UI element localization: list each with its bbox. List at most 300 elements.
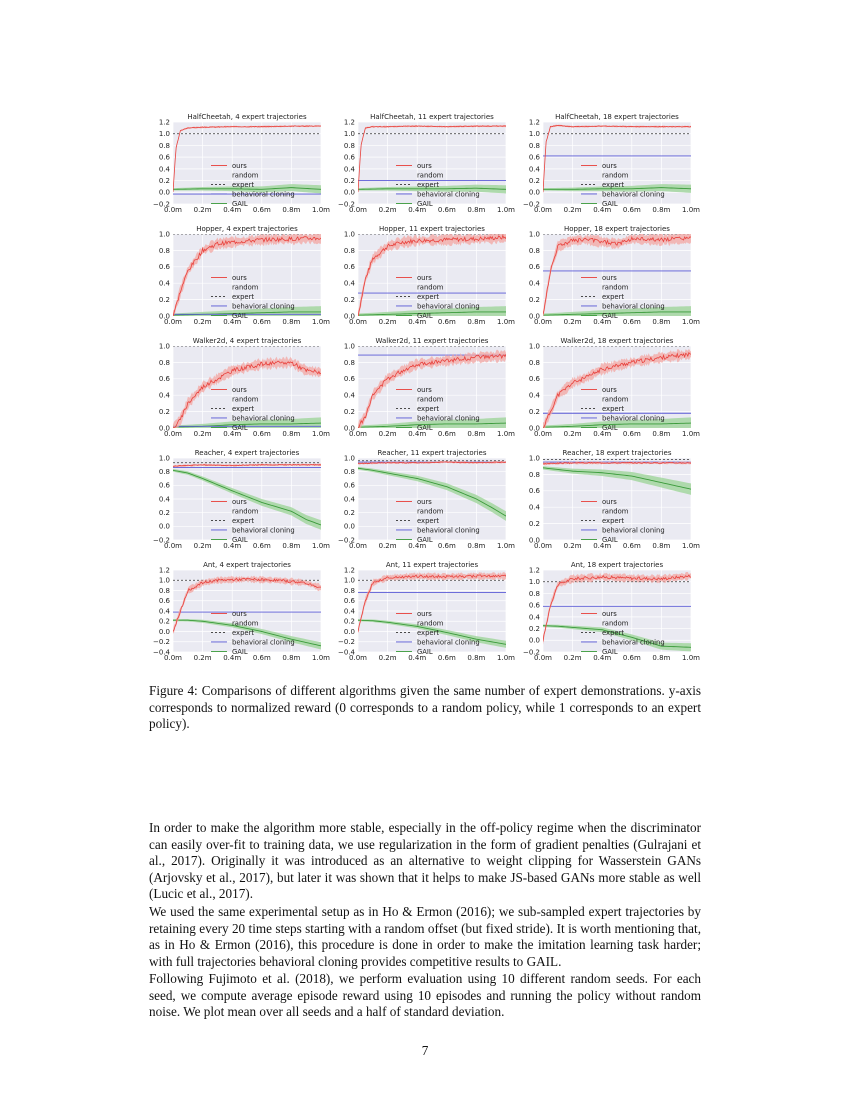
- legend-label: ours: [602, 161, 617, 170]
- y-tick-label: 0.0: [343, 424, 355, 433]
- x-tick-label: 1.0m: [312, 542, 330, 550]
- x-tick-label: 0.8m: [467, 542, 486, 550]
- y-tick-label: −0.2: [153, 638, 170, 647]
- y-tick-label: 0.8: [343, 358, 355, 367]
- legend-label: expert: [417, 628, 440, 637]
- x-tick-label: 1.0m: [497, 654, 515, 662]
- y-tick-label: 0.2: [158, 408, 170, 416]
- y-tick-label: 0.2: [528, 520, 540, 528]
- chart-panel: [338, 561, 515, 662]
- y-tick-label: 0.2: [343, 617, 355, 626]
- x-tick-label: 0.6m: [622, 430, 641, 438]
- x-tick-label: 0.0m: [349, 318, 367, 326]
- legend-label: GAIL: [232, 199, 248, 208]
- x-tick-label: 0.2m: [378, 318, 397, 326]
- x-tick-label: 0.0m: [534, 430, 552, 438]
- legend-label: GAIL: [232, 535, 248, 544]
- y-tick-label: 0.4: [158, 607, 170, 616]
- x-tick-label: 0.0m: [534, 542, 552, 550]
- chart-panel: [153, 113, 330, 214]
- legend-label: behavioral cloning: [232, 414, 295, 423]
- y-tick-label: 1.0: [343, 454, 355, 463]
- y-tick-label: 1.0: [158, 454, 170, 463]
- x-tick-label: 0.6m: [437, 542, 456, 550]
- chart-panel: [529, 337, 700, 438]
- legend-label: ours: [232, 497, 247, 506]
- x-tick-label: 1.0m: [682, 430, 700, 438]
- x-tick-label: 1.0m: [312, 206, 330, 214]
- y-tick-label: 1.0: [158, 230, 170, 239]
- legend-label: expert: [602, 292, 625, 301]
- x-tick-label: 0.6m: [252, 430, 271, 438]
- x-tick-label: 0.2m: [563, 542, 582, 550]
- y-tick-label: 0.6: [158, 375, 170, 384]
- chart-panel: [159, 337, 330, 438]
- x-tick-label: 0.0m: [349, 654, 367, 662]
- y-tick-label: 0.6: [343, 597, 355, 606]
- y-tick-label: 0.2: [158, 509, 170, 518]
- y-tick-label: 0.8: [158, 246, 170, 255]
- legend-label: GAIL: [417, 199, 433, 208]
- chart-panel: [529, 449, 700, 550]
- y-tick-label: 1.2: [158, 566, 170, 575]
- legend-label: random: [602, 283, 629, 292]
- y-tick-label: 0.6: [158, 263, 170, 272]
- legend-label: GAIL: [417, 647, 433, 656]
- y-tick-label: 0.8: [158, 468, 170, 477]
- y-tick-label: 0.2: [343, 408, 355, 416]
- y-tick-label: 0.4: [343, 391, 355, 400]
- chart-panel: [338, 113, 515, 214]
- y-tick-label: 0.4: [343, 607, 355, 616]
- x-tick-label: 0.4m: [593, 542, 612, 550]
- y-tick-label: 0.0: [158, 627, 170, 636]
- chart-title: Ant, 4 expert trajectories: [203, 561, 291, 569]
- y-tick-label: 0.6: [343, 153, 355, 162]
- legend-label: random: [602, 395, 629, 404]
- x-tick-label: 0.4m: [408, 206, 427, 214]
- x-tick-label: 1.0m: [682, 318, 700, 326]
- x-tick-label: 0.0m: [349, 430, 367, 438]
- x-tick-label: 0.8m: [467, 318, 486, 326]
- chart-panel: [153, 561, 330, 662]
- y-tick-label: 1.0: [158, 342, 170, 351]
- legend-label: expert: [602, 404, 625, 413]
- legend-label: random: [232, 171, 259, 180]
- chart-title: HalfCheetah, 18 expert trajectories: [555, 113, 679, 121]
- legend-label: behavioral cloning: [602, 302, 665, 311]
- y-tick-label: 0.0: [528, 312, 540, 321]
- y-tick-label: 0.4: [343, 279, 355, 288]
- x-tick-label: 1.0m: [312, 654, 330, 662]
- chart-title: Ant, 18 expert trajectories: [570, 561, 664, 569]
- legend-label: expert: [602, 516, 625, 525]
- x-tick-label: 0.6m: [252, 654, 271, 662]
- legend-label: expert: [232, 516, 255, 525]
- y-tick-label: 0.6: [158, 597, 170, 606]
- y-tick-label: −0.2: [338, 536, 355, 545]
- x-tick-label: 1.0m: [497, 430, 515, 438]
- y-tick-label: 1.0: [528, 578, 540, 587]
- y-tick-label: 0.6: [528, 263, 540, 272]
- legend-label: behavioral cloning: [417, 526, 480, 535]
- legend-label: behavioral cloning: [232, 526, 295, 535]
- chart-panel: [159, 225, 330, 326]
- y-tick-label: 1.0: [343, 230, 355, 239]
- legend-label: random: [417, 283, 444, 292]
- y-tick-label: 1.0: [343, 576, 355, 585]
- x-tick-label: 0.2m: [378, 206, 397, 214]
- chart-panel: [344, 225, 515, 326]
- x-tick-label: 1.0m: [312, 318, 330, 326]
- legend-label: random: [232, 507, 259, 516]
- y-tick-label: 0.2: [343, 509, 355, 518]
- y-tick-label: 1.2: [343, 118, 355, 127]
- legend-label: random: [417, 619, 444, 628]
- x-tick-label: 0.2m: [193, 206, 212, 214]
- x-tick-label: 0.0m: [164, 318, 182, 326]
- x-tick-label: 0.8m: [467, 654, 486, 662]
- y-tick-label: 0.6: [343, 481, 355, 490]
- legend-label: behavioral cloning: [232, 302, 295, 311]
- legend-label: expert: [232, 292, 255, 301]
- x-tick-label: 0.8m: [282, 542, 301, 550]
- x-tick-label: 0.6m: [622, 206, 641, 214]
- legend-label: behavioral cloning: [602, 526, 665, 535]
- figure-caption: Figure 4: Comparisons of different algorithms given the same number of expert demonstrations. y-axis corresponds to normalized reward (0 corresponds to a random policy, while 1 corresponds to an expert policy).: [149, 683, 701, 731]
- legend-label: ours: [602, 273, 617, 282]
- x-tick-label: 0.6m: [252, 206, 271, 214]
- legend-label: GAIL: [417, 423, 433, 432]
- legend-label: behavioral cloning: [417, 302, 480, 311]
- x-tick-label: 0.6m: [252, 318, 271, 326]
- y-tick-label: −0.2: [338, 638, 355, 647]
- y-tick-label: 0.8: [343, 468, 355, 477]
- y-tick-label: 0.0: [528, 636, 540, 645]
- legend-label: GAIL: [602, 535, 618, 544]
- legend-label: ours: [417, 497, 432, 506]
- chart-panel: [153, 449, 330, 550]
- y-tick-label: 0.8: [343, 246, 355, 255]
- x-tick-label: 0.6m: [622, 654, 641, 662]
- y-tick-label: 1.0: [158, 576, 170, 585]
- y-tick-label: 0.0: [158, 522, 170, 531]
- legend-label: random: [232, 619, 259, 628]
- legend-label: random: [232, 395, 259, 404]
- x-tick-label: 0.0m: [164, 430, 182, 438]
- legend-label: GAIL: [417, 535, 433, 544]
- x-tick-label: 0.2m: [563, 318, 582, 326]
- y-tick-label: 0.2: [528, 296, 540, 304]
- legend-label: expert: [417, 180, 440, 189]
- chart-title: HalfCheetah, 4 expert trajectories: [187, 113, 307, 121]
- x-tick-label: 0.8m: [652, 430, 671, 438]
- paragraph-evaluation: Following Fujimoto et al. (2018), we perform evaluation using 10 different random seeds. For each seed, we compute average episode reward using 10 episodes and running the policy without random noise. We plot mean over all seeds and a half of standard deviation.: [149, 971, 701, 1020]
- legend-label: behavioral cloning: [417, 190, 480, 199]
- chart-title: Hopper, 11 expert trajectories: [379, 225, 485, 233]
- y-tick-label: 0.2: [158, 617, 170, 626]
- y-tick-label: 0.2: [528, 176, 540, 185]
- legend-label: ours: [232, 273, 247, 282]
- y-tick-label: 1.0: [528, 342, 540, 351]
- y-tick-label: 0.2: [343, 296, 355, 304]
- y-tick-label: 0.8: [158, 586, 170, 595]
- legend-label: random: [602, 619, 629, 628]
- y-tick-label: 0.4: [343, 165, 355, 174]
- x-tick-label: 0.2m: [563, 206, 582, 214]
- legend-label: GAIL: [602, 423, 618, 432]
- legend-label: expert: [232, 180, 255, 189]
- legend-label: GAIL: [232, 423, 248, 432]
- x-tick-label: 0.6m: [437, 318, 456, 326]
- y-tick-label: 1.0: [528, 454, 540, 463]
- y-tick-label: 0.4: [528, 279, 540, 288]
- legend-label: ours: [602, 609, 617, 618]
- x-tick-label: 0.2m: [193, 430, 212, 438]
- y-tick-label: 0.0: [528, 424, 540, 433]
- chart-panel: [529, 225, 700, 326]
- legend-label: behavioral cloning: [417, 638, 480, 647]
- legend-label: ours: [232, 609, 247, 618]
- x-tick-label: 0.4m: [223, 318, 242, 326]
- chart-title: Reacher, 18 expert trajectories: [562, 449, 672, 457]
- x-tick-label: 0.8m: [282, 318, 301, 326]
- legend-label: GAIL: [232, 647, 248, 656]
- y-tick-label: −0.4: [338, 648, 355, 657]
- y-tick-label: 1.2: [343, 566, 355, 575]
- y-tick-label: 0.0: [158, 312, 170, 321]
- legend-label: GAIL: [602, 199, 618, 208]
- x-tick-label: 0.4m: [408, 430, 427, 438]
- y-tick-label: 0.4: [158, 279, 170, 288]
- y-tick-label: 0.2: [158, 296, 170, 304]
- y-tick-label: 0.6: [528, 153, 540, 162]
- x-tick-label: 0.8m: [467, 430, 486, 438]
- y-tick-label: 0.0: [528, 536, 540, 545]
- x-tick-label: 0.8m: [282, 430, 301, 438]
- y-tick-label: 0.4: [158, 165, 170, 174]
- y-tick-label: 0.0: [528, 188, 540, 197]
- x-tick-label: 0.6m: [437, 430, 456, 438]
- x-tick-label: 0.4m: [223, 654, 242, 662]
- x-tick-label: 0.0m: [534, 206, 552, 214]
- chart-panel: [523, 113, 700, 214]
- x-tick-label: 0.2m: [193, 542, 212, 550]
- legend-label: behavioral cloning: [232, 190, 295, 199]
- chart-title: Walker2d, 18 expert trajectories: [560, 337, 674, 345]
- legend-label: behavioral cloning: [602, 638, 665, 647]
- y-tick-label: 0.4: [528, 165, 540, 174]
- legend-label: ours: [232, 161, 247, 170]
- y-tick-label: 0.8: [528, 246, 540, 255]
- x-tick-label: 0.4m: [593, 206, 612, 214]
- chart-panel: [338, 449, 515, 550]
- x-tick-label: 0.2m: [193, 318, 212, 326]
- legend-label: random: [602, 171, 629, 180]
- y-tick-label: 0.8: [343, 586, 355, 595]
- x-tick-label: 0.0m: [164, 654, 182, 662]
- legend-label: behavioral cloning: [417, 414, 480, 423]
- x-tick-label: 0.4m: [223, 206, 242, 214]
- x-tick-label: 0.2m: [378, 430, 397, 438]
- x-tick-label: 0.2m: [563, 430, 582, 438]
- legend-label: random: [232, 283, 259, 292]
- chart-title: Reacher, 11 expert trajectories: [377, 449, 487, 457]
- legend-label: random: [417, 171, 444, 180]
- y-tick-label: 0.4: [528, 613, 540, 622]
- x-tick-label: 0.0m: [164, 542, 182, 550]
- y-tick-label: 0.2: [343, 176, 355, 185]
- x-tick-label: 1.0m: [682, 206, 700, 214]
- figure-svg: [140, 108, 710, 668]
- x-tick-label: 1.0m: [682, 654, 700, 662]
- y-tick-label: 0.4: [528, 503, 540, 512]
- x-tick-label: 0.8m: [282, 206, 301, 214]
- x-tick-label: 1.0m: [497, 318, 515, 326]
- y-tick-label: 1.2: [158, 118, 170, 127]
- legend-label: random: [417, 507, 444, 516]
- y-tick-label: 0.6: [343, 375, 355, 384]
- x-tick-label: 0.0m: [349, 542, 367, 550]
- y-tick-label: −0.2: [523, 648, 540, 657]
- legend-label: expert: [602, 628, 625, 637]
- x-tick-label: 1.0m: [497, 206, 515, 214]
- figure-grid: [140, 108, 710, 668]
- y-tick-label: 0.6: [343, 263, 355, 272]
- y-tick-label: 0.8: [528, 589, 540, 598]
- y-tick-label: −0.2: [338, 200, 355, 209]
- legend-label: expert: [417, 404, 440, 413]
- paragraph-regularization: In order to make the algorithm more stable, especially in the off-policy regime when the discriminator can easily over-fit to training data, we use regularization in the form of gradient penalties (Gulrajani et al., 2017). Originally it was introduced as an alternative to weight clipping for Wasserstein GANs (Arjovsky et al., 2017), but later it was shown that it helps to make JS-based GANs more stable as well (Lucic et al., 2017).: [149, 820, 701, 902]
- legend-label: ours: [602, 385, 617, 394]
- chart-title: Walker2d, 11 expert trajectories: [375, 337, 489, 345]
- y-tick-label: 1.0: [158, 130, 170, 139]
- y-tick-label: 1.0: [343, 342, 355, 351]
- x-tick-label: 0.6m: [252, 542, 271, 550]
- x-tick-label: 0.6m: [622, 318, 641, 326]
- y-tick-label: 0.8: [158, 358, 170, 367]
- y-tick-label: 0.0: [158, 424, 170, 433]
- x-tick-label: 0.2m: [378, 542, 397, 550]
- legend-label: expert: [232, 404, 255, 413]
- x-tick-label: 0.4m: [408, 318, 427, 326]
- paragraph-setup: We used the same experimental setup as in Ho & Ermon (2016); we sub-sampled expert trajectories by retaining every 20 time steps starting with a random offset (but fixed stride). It is worth mentioning that, as in Ho & Ermon (2016), this procedure is done in order to make the imitation learning task harder; with full trajectories behavioral cloning provides competitive results to GAIL.: [149, 904, 701, 969]
- y-tick-label: 1.0: [528, 130, 540, 139]
- x-tick-label: 0.2m: [378, 654, 397, 662]
- y-tick-label: 0.4: [343, 495, 355, 504]
- legend-label: GAIL: [602, 311, 618, 320]
- y-tick-label: 0.4: [158, 495, 170, 504]
- y-tick-label: 0.8: [528, 141, 540, 150]
- x-tick-label: 0.4m: [223, 542, 242, 550]
- y-tick-label: 0.0: [158, 188, 170, 197]
- y-tick-label: 1.2: [528, 118, 540, 127]
- legend-label: GAIL: [417, 311, 433, 320]
- legend-label: expert: [417, 516, 440, 525]
- x-tick-label: 0.0m: [164, 206, 182, 214]
- y-tick-label: 0.8: [528, 358, 540, 367]
- y-tick-label: 0.6: [528, 601, 540, 610]
- x-tick-label: 0.8m: [652, 206, 671, 214]
- x-tick-label: 0.8m: [282, 654, 301, 662]
- legend-label: behavioral cloning: [602, 414, 665, 423]
- y-tick-label: 0.2: [528, 408, 540, 416]
- y-tick-label: 0.6: [158, 153, 170, 162]
- legend-label: GAIL: [602, 647, 618, 656]
- legend-label: ours: [417, 385, 432, 394]
- y-tick-label: 1.0: [528, 230, 540, 239]
- y-tick-label: 0.0: [343, 627, 355, 636]
- chart-title: Hopper, 4 expert trajectories: [196, 225, 298, 233]
- y-tick-label: 1.2: [528, 566, 540, 575]
- legend-label: ours: [232, 385, 247, 394]
- x-tick-label: 0.4m: [593, 318, 612, 326]
- y-tick-label: 0.0: [343, 522, 355, 531]
- y-tick-label: 0.0: [343, 188, 355, 197]
- x-tick-label: 0.6m: [437, 206, 456, 214]
- legend-label: random: [417, 395, 444, 404]
- y-tick-label: 0.2: [528, 624, 540, 633]
- legend-label: ours: [417, 273, 432, 282]
- y-tick-label: 0.4: [528, 391, 540, 400]
- x-tick-label: 0.6m: [437, 654, 456, 662]
- y-tick-label: −0.2: [153, 200, 170, 209]
- y-tick-label: 0.6: [158, 481, 170, 490]
- x-tick-label: 0.0m: [534, 654, 552, 662]
- legend-label: expert: [232, 628, 255, 637]
- y-tick-label: −0.2: [523, 200, 540, 209]
- legend-label: random: [602, 507, 629, 516]
- y-tick-label: 0.6: [528, 375, 540, 384]
- x-tick-label: 0.4m: [408, 654, 427, 662]
- x-tick-label: 0.6m: [622, 542, 641, 550]
- chart-panel: [344, 337, 515, 438]
- x-tick-label: 0.8m: [652, 318, 671, 326]
- legend-label: ours: [417, 609, 432, 618]
- x-tick-label: 0.8m: [652, 654, 671, 662]
- legend-label: ours: [417, 161, 432, 170]
- legend-label: behavioral cloning: [602, 190, 665, 199]
- y-tick-label: 0.6: [528, 487, 540, 496]
- y-tick-label: 0.8: [158, 141, 170, 150]
- legend-label: GAIL: [232, 311, 248, 320]
- chart-title: Hopper, 18 expert trajectories: [564, 225, 670, 233]
- x-tick-label: 0.4m: [593, 430, 612, 438]
- chart-title: Walker2d, 4 expert trajectories: [192, 337, 302, 345]
- chart-title: HalfCheetah, 11 expert trajectories: [370, 113, 494, 121]
- legend-label: behavioral cloning: [232, 638, 295, 647]
- x-tick-label: 0.8m: [652, 542, 671, 550]
- y-tick-label: −0.2: [153, 536, 170, 545]
- y-tick-label: 0.4: [158, 391, 170, 400]
- y-tick-label: 0.2: [158, 176, 170, 185]
- x-tick-label: 0.4m: [593, 654, 612, 662]
- y-tick-label: 0.8: [343, 141, 355, 150]
- x-tick-label: 1.0m: [682, 542, 700, 550]
- x-tick-label: 0.2m: [563, 654, 582, 662]
- y-tick-label: 0.0: [343, 312, 355, 321]
- chart-title: Reacher, 4 expert trajectories: [194, 449, 300, 457]
- legend-label: expert: [602, 180, 625, 189]
- chart-panel: [523, 561, 700, 662]
- x-tick-label: 1.0m: [312, 430, 330, 438]
- chart-title: Ant, 11 expert trajectories: [385, 561, 479, 569]
- x-tick-label: 0.4m: [223, 430, 242, 438]
- x-tick-label: 0.8m: [467, 206, 486, 214]
- legend-label: ours: [602, 497, 617, 506]
- x-tick-label: 0.2m: [193, 654, 212, 662]
- y-tick-label: −0.4: [153, 648, 170, 657]
